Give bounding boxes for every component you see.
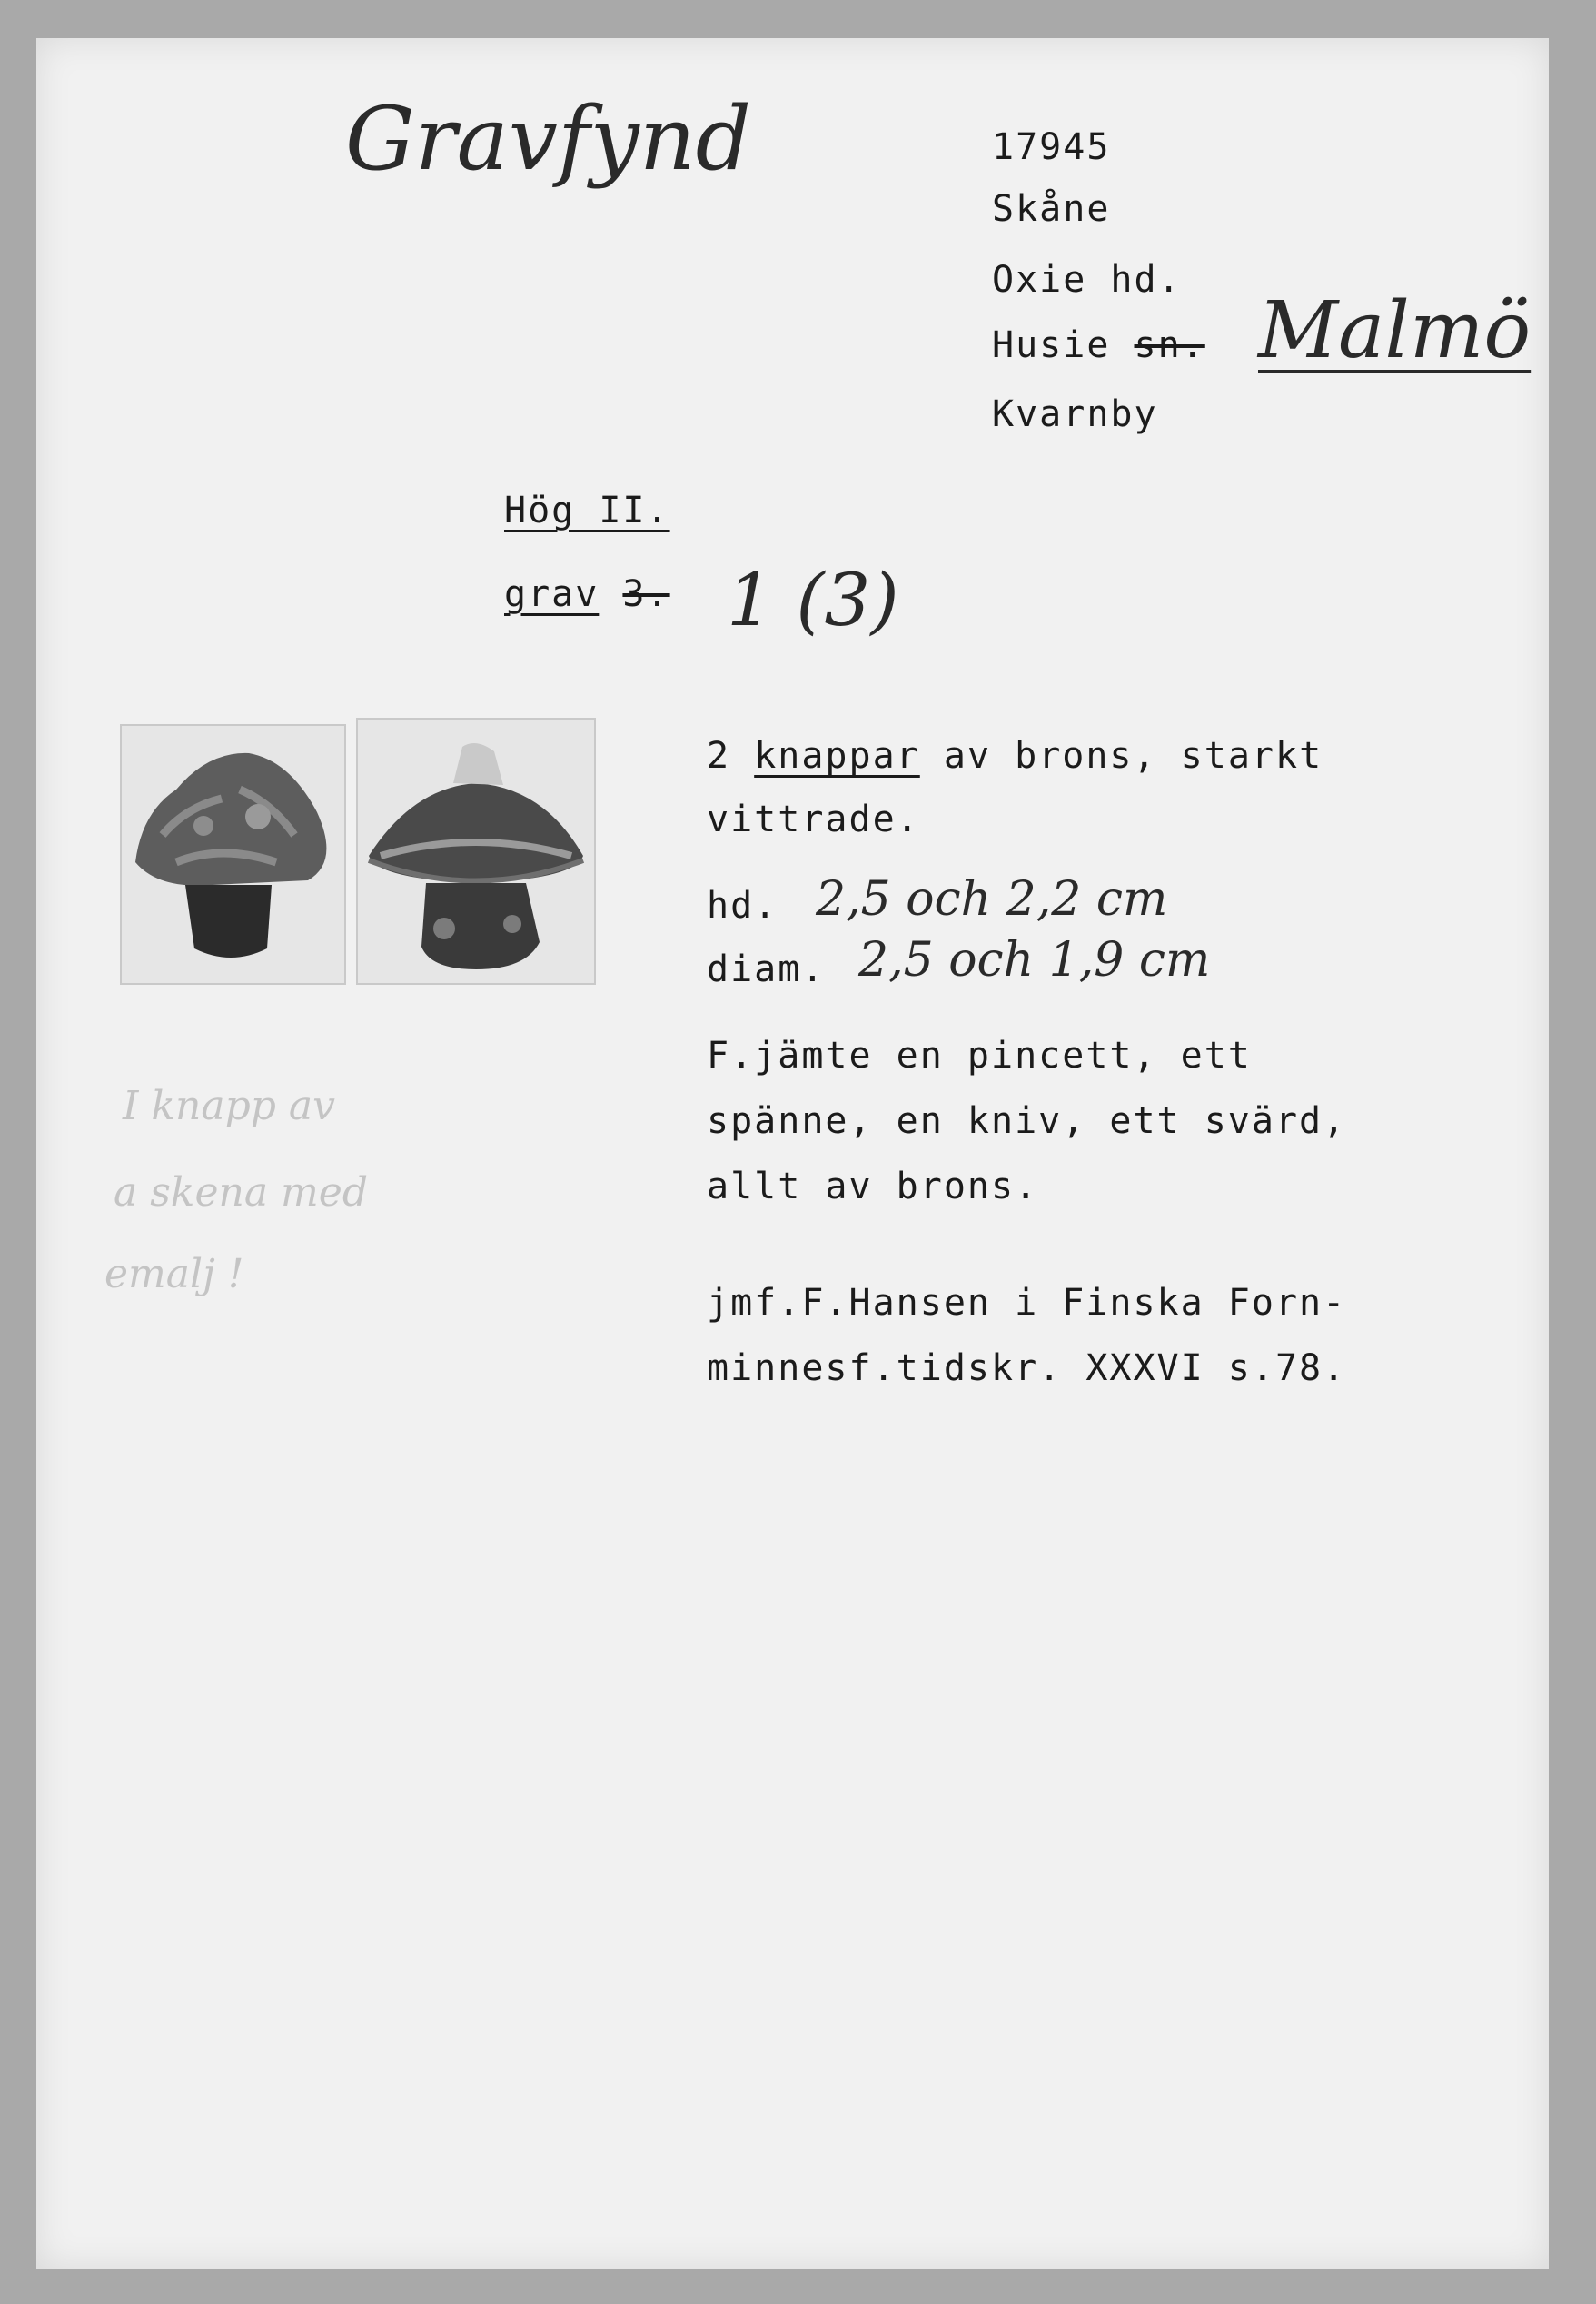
mound: Hög II. <box>504 490 670 531</box>
item-type: knappar <box>754 735 920 777</box>
parish-handwritten: Malmö <box>1258 285 1532 376</box>
photo-button-front <box>356 718 596 985</box>
diameter-value: 2,5 och 1,9 cm <box>858 933 1211 988</box>
button-front-image <box>358 720 594 983</box>
parish <box>992 324 1205 366</box>
accession-number: 17945 <box>992 126 1111 168</box>
grave-handwritten: 1 (3) <box>727 558 899 642</box>
faint-note-line-2: a skena med <box>114 1169 368 1216</box>
found-line-2: spänne, en kniv, ett svärd, <box>707 1100 1347 1142</box>
grave-label: grav <box>504 573 600 615</box>
height-value: 2,5 och 2,2 cm <box>816 872 1168 927</box>
diameter-label: diam. <box>707 948 826 990</box>
height-label: hd. <box>707 885 778 927</box>
hundred: Oxie hd. <box>992 259 1182 301</box>
grave-struck: 3. <box>622 573 670 615</box>
reference-line-2: minnesf.tidskr. XXXVI s.78. <box>707 1347 1347 1389</box>
village: Kvarnby <box>992 393 1158 435</box>
item-count: 2 <box>707 735 731 777</box>
parish-abbr-struck: sn. <box>1134 324 1205 366</box>
description-line-2: vittrade. <box>707 799 920 840</box>
province: Skåne <box>992 188 1111 230</box>
faint-note-line-1: I knapp av <box>123 1083 336 1129</box>
grave-line <box>504 573 670 615</box>
item-material: av brons, starkt <box>943 735 1323 777</box>
found-line-1: F.jämte en pincett, ett <box>707 1035 1252 1077</box>
catalog-card <box>36 38 1549 2269</box>
found-line-3: allt av brons. <box>707 1166 1039 1207</box>
description-line-1 <box>707 735 1323 777</box>
photo-button-side <box>120 724 346 985</box>
faint-note-line-3: emalj ! <box>104 1251 244 1297</box>
handwritten-title: Gravfynd <box>345 88 752 190</box>
button-side-image <box>122 726 344 983</box>
parish-word: Husie <box>992 324 1111 366</box>
reference-line-1: jmf.F.Hansen i Finska Forn- <box>707 1282 1347 1324</box>
